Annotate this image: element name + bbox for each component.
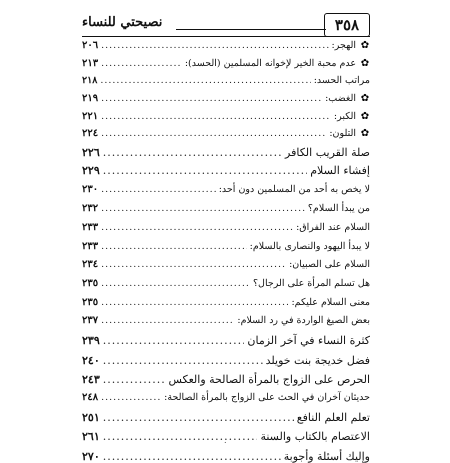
toc-entry-title — [250, 241, 370, 252]
toc-entry-title — [308, 203, 370, 214]
dot-leader — [101, 392, 161, 403]
toc-entry — [82, 392, 370, 403]
dot-leader — [101, 259, 286, 270]
dot-leader — [101, 40, 328, 51]
header-underline — [82, 36, 370, 37]
toc-entry-title — [310, 164, 370, 177]
dot-leader — [103, 146, 282, 159]
toc-entry — [82, 40, 370, 51]
toc-entry-title — [297, 411, 370, 424]
toc-entry-text: فضل خديجة بنت خويلد — [265, 354, 370, 367]
dot-leader — [100, 75, 310, 86]
toc-page-number: ٢١٣ — [82, 58, 99, 69]
toc-entry — [82, 184, 370, 195]
dot-leader — [103, 430, 258, 443]
toc-page-number: ٢٤٣ — [82, 373, 100, 386]
toc-entry-title — [334, 111, 370, 122]
toc-entry — [82, 297, 370, 308]
dot-leader — [101, 297, 288, 308]
toc-page-number: ٢١٩ — [82, 93, 99, 104]
dot-leader — [101, 241, 247, 252]
toc-page-number: ٢٣٥ — [82, 278, 99, 289]
toc-entry-title — [169, 373, 370, 386]
dot-leader — [101, 278, 250, 289]
toc-page-number: ٢٢١ — [82, 111, 99, 122]
footer-mark: . — [224, 436, 227, 445]
toc-entry-text: حديثان آخران في الحث على الزواج بالمرأة الصالحة: — [164, 392, 370, 403]
toc-entry-text: مراتب الحسد: — [313, 75, 370, 86]
toc-page-number: ٢٣٥ — [82, 297, 99, 308]
flower-bullet-icon: ✿ — [360, 93, 370, 104]
toc-entry — [82, 411, 370, 424]
toc-entry-text: السلام على الصبيان: — [289, 259, 370, 270]
toc-entry-title — [247, 334, 370, 347]
dot-leader — [101, 111, 331, 122]
toc-entry-title — [314, 75, 370, 86]
toc-entry-text: تعلم العلم النافع — [296, 411, 370, 424]
toc-entry-text: السلام عند الفراق: — [296, 222, 370, 233]
toc-entry — [82, 315, 370, 326]
toc-entry — [82, 222, 370, 233]
toc-page-number: ٢٣٣ — [82, 222, 99, 233]
toc-entry-text: الهجر: — [331, 40, 356, 51]
dot-leader — [101, 203, 305, 214]
toc-entry — [82, 111, 370, 122]
toc-entry-title — [296, 222, 370, 233]
toc-entry-title — [185, 58, 370, 69]
toc-entry — [82, 58, 370, 69]
flower-bullet-icon: ✿ — [360, 111, 370, 122]
toc-entry — [82, 278, 370, 289]
toc-entry — [82, 259, 370, 270]
toc-entry — [82, 373, 370, 386]
toc-entry-text: هل تسلم المرأة على الرجال؟ — [253, 278, 370, 289]
toc-entry — [82, 203, 370, 214]
toc-page-number: ٢٢٤ — [82, 128, 99, 139]
toc-entry-title — [237, 315, 370, 326]
dot-leader — [101, 315, 234, 326]
toc-entry-text: من يبدأ السلام؟ — [307, 203, 370, 214]
dot-leader — [103, 354, 263, 367]
toc-entry — [82, 93, 370, 104]
toc-page-number: ٢٣٠ — [82, 184, 99, 195]
toc-entry — [82, 450, 370, 463]
toc-page-number: ٢٢٩ — [82, 164, 100, 177]
toc-entry-title — [164, 392, 370, 403]
toc-entry-title — [329, 128, 370, 139]
toc-entry-title — [291, 297, 370, 308]
toc-entry-title — [332, 40, 371, 51]
toc-page-number: ٢٠٦ — [82, 40, 99, 51]
dot-leader — [103, 334, 245, 347]
toc-entry-text: لا يبدأ اليهود والنصارى بالسلام: — [249, 241, 370, 252]
toc-entry — [82, 164, 370, 177]
toc-entry-title — [266, 354, 370, 367]
toc-page-number: ٢٧٠ — [82, 450, 100, 463]
toc-page-number: ٢٣٤ — [82, 259, 99, 270]
toc-entry-text: عدم محبة الخير لإخوانه المسلمين (الحسد): — [184, 58, 356, 69]
toc-entry-text: معنى السلام عليكم: — [291, 297, 370, 308]
toc-page-number: ٢٣٣ — [82, 241, 99, 252]
toc-entry-text: إفشاء السلام — [310, 164, 370, 177]
flower-bullet-icon: ✿ — [360, 128, 370, 139]
toc-page-number: ٢٣٧ — [82, 315, 99, 326]
toc-entry-text: الاعتصام بالكتاب والسنة — [260, 430, 370, 443]
toc-page-number: ٢٤٠ — [82, 354, 100, 367]
toc-page-number: ٢٣٩ — [82, 334, 100, 347]
toc-entry-text: وإليك أسئلة وأجوبة — [283, 450, 370, 463]
toc-page-number: ٢٦١ — [82, 430, 100, 443]
dot-leader — [103, 411, 294, 424]
toc-entry-text: الكبر: — [333, 111, 356, 122]
toc-entry-title — [285, 146, 370, 159]
toc-entry-title — [284, 450, 370, 463]
toc-entry-title — [253, 278, 370, 289]
toc-entry-title — [289, 259, 370, 270]
page-header — [82, 13, 370, 37]
toc-entry-text: بعض الصيغ الواردة في رد السلام: — [237, 315, 370, 326]
toc-entry — [82, 146, 370, 159]
toc-page-number: ٢٥١ — [82, 411, 100, 424]
dot-leader — [103, 373, 166, 386]
dot-leader — [101, 58, 182, 69]
toc-entry — [82, 128, 370, 139]
flower-bullet-icon: ✿ — [360, 58, 370, 69]
toc-page-number: ٢٢٦ — [82, 146, 100, 159]
dot-leader — [101, 184, 216, 195]
dot-leader — [103, 450, 281, 463]
header-rule — [176, 29, 326, 30]
flower-bullet-icon: ✿ — [360, 40, 370, 51]
page-number-box — [324, 13, 370, 37]
toc-page-number: ٢٣٢ — [82, 203, 99, 214]
toc-entry-text: الحرص على الزواج بالمرأة الصالحة والعكس — [168, 373, 370, 386]
dot-leader — [101, 222, 293, 233]
toc-entry-text: التلون: — [329, 128, 356, 139]
toc-entry — [82, 241, 370, 252]
toc-entry — [82, 75, 370, 86]
toc-entry-title — [260, 430, 370, 443]
toc-entry-title — [219, 184, 370, 195]
toc-entry-text: لا يخص به أحد من المسلمين دون أحد: — [218, 184, 370, 195]
toc-entry-title — [325, 93, 370, 104]
toc-entry-text: صلة القريب الكافر — [285, 146, 370, 159]
toc-page-number: ٢٤٨ — [82, 392, 99, 403]
dot-leader — [101, 93, 322, 104]
toc-page-number: ٢١٨ — [82, 75, 98, 86]
toc-entry — [82, 354, 370, 367]
toc-entry — [82, 334, 370, 347]
toc-entry-text: الغضب: — [325, 93, 356, 104]
toc-entry-text: كثرة النساء في آخر الزمان — [247, 334, 370, 347]
dot-leader — [101, 128, 326, 139]
page-number: ٣٥٨ — [334, 16, 360, 34]
running-title: نصيحتي للنساء — [82, 15, 163, 30]
dot-leader — [103, 164, 308, 177]
